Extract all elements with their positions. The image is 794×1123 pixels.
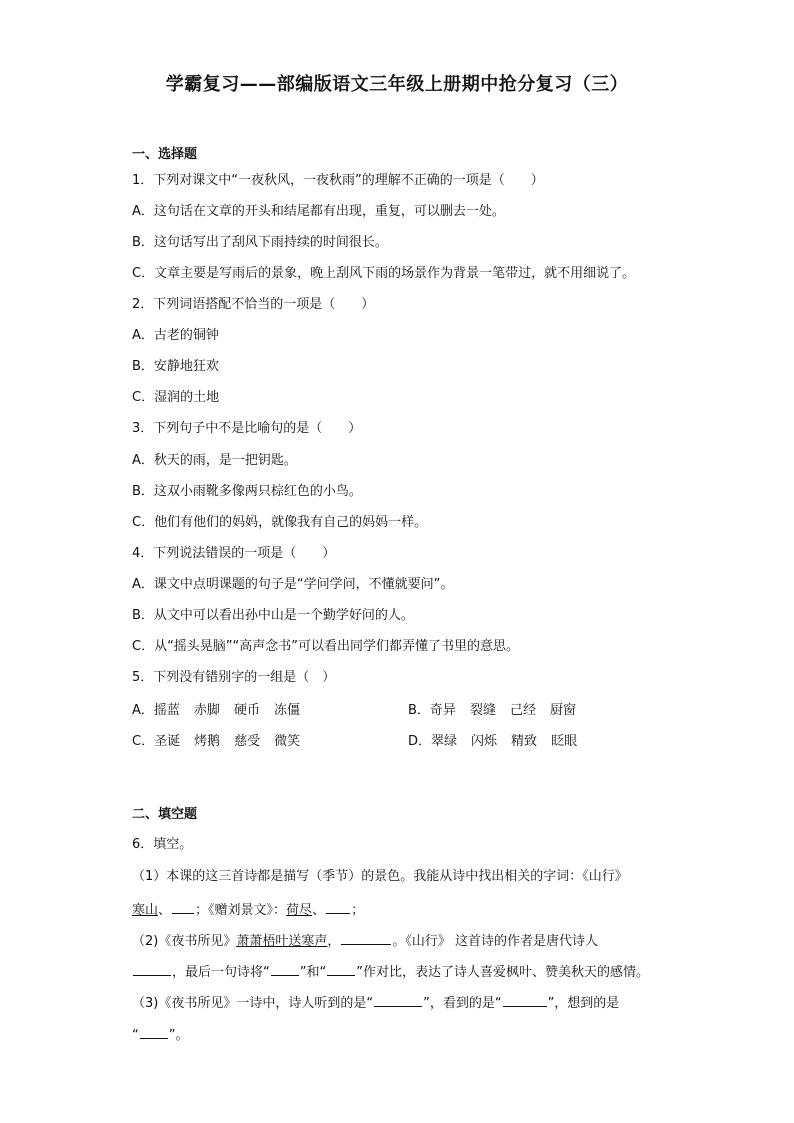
question-6-part-2-line-2 [132,961,649,982]
fill-blank[interactable] [327,961,355,976]
question-6-part-2-line-1 [132,930,598,951]
underlined-answer: 寒山 [132,903,159,918]
question-5-option-c [132,733,314,751]
text-segment: （2)《夜书所见》 [132,934,237,949]
fill-blank[interactable] [140,1024,168,1039]
underlined-answer: 荷尽 [286,903,313,918]
option-word: 眨眼 [551,734,578,749]
question-5-option-b [408,702,590,720]
text-segment: ，最后一句诗将“ [172,965,270,980]
question-3-option-c: C．他们有他们的妈妈，就像我有自己的妈妈一样。 [132,515,428,530]
question-4-option-a: A．课文中点明课题的句子是“学问学问，不懂就要问”。 [132,577,454,592]
punctuation: ， [327,934,341,949]
question-5-option-a [132,702,314,720]
text-segment: 。《山行》 这首诗的作者是唐代诗人 [392,934,599,949]
question-5-option-d [408,733,591,751]
option-word: 圣诞 [154,734,181,749]
fill-blank[interactable] [172,899,194,914]
text-segment: ；《赠刘景文》： [195,903,287,918]
question-6-part-3-line-2 [132,1024,189,1045]
option-label: D． [408,734,432,749]
question-1-stem: 1．下列对课文中“一夜秋风，一夜秋雨”的理解不正确的一项是（ ） [132,173,544,188]
option-label: A． [132,703,154,718]
fill-blank[interactable] [271,961,299,976]
question-6-part-1-line-2 [132,899,364,920]
option-word: 厨窗 [549,703,576,718]
question-4-option-b: B．从文中可以看出孙中山是一个勤学好问的人。 [132,608,414,623]
question-2-stem: 2．下列词语搭配不恰当的一项是（ ） [132,297,375,312]
question-4-option-c: C．从“摇头晃脑”“高声念书”可以看出同学们都弄懂了书里的意思。 [132,639,520,654]
option-word: 己经 [509,703,536,718]
text-segment: ”，想到的是 [547,996,620,1011]
punctuation: “ [132,1028,139,1043]
question-2-option-b: B．安静地狂欢 [132,359,219,374]
option-word: 烤鹅 [194,734,221,749]
option-word: 冻僵 [273,703,300,718]
punctuation: ； [351,903,365,918]
section-heading-fill: 二、填空题 [132,807,198,822]
question-5-stem: 5．下列没有错别字的一组是（ ） [132,670,336,685]
page-title: 学霸复习——部编版语文三年级上册期中抢分复习（三） [165,74,629,95]
text-segment: （3)《夜书所见》一诗中，诗人听到的是“ [132,996,374,1011]
option-word: 裂缝 [469,703,496,718]
question-2-option-c: C．湿润的土地 [132,390,220,405]
text-segment: ”和“ [299,965,327,980]
question-3-option-a: A．秋天的雨，是一把钥匙。 [132,453,297,468]
option-word: 闪烁 [471,734,498,749]
question-1-option-a: A．这句话在文章的开头和结尾都有出现，重复，可以删去一处。 [132,204,505,219]
fill-blank[interactable] [503,992,547,1007]
option-word: 摇蓝 [153,703,180,718]
fill-blank[interactable] [374,992,422,1007]
punctuation: ”。 [168,1028,189,1043]
question-3-stem: 3．下列句子中不是比喻句的是（ ） [132,421,362,436]
option-word: 微笑 [274,734,301,749]
option-label: B． [408,703,430,718]
underlined-answer: 萧萧梧叶送寒声 [236,934,328,949]
option-word: 奇异 [429,703,456,718]
option-word: 硬币 [233,703,260,718]
question-1-option-b: B．这句话写出了刮风下雨持续的时间很长。 [132,235,388,250]
fill-blank[interactable] [133,961,171,976]
text-segment: ”，看到的是“ [423,996,502,1011]
question-4-stem: 4．下列说法错误的一项是（ ） [132,546,336,561]
question-6-part-1-line-1: （1）本课的这三首诗都是描写（季节）的景色。我能从诗中找出相关的字词：《山行》 [132,869,628,884]
question-1-option-c: C．文章主要是写雨后的景象，晚上刮风下雨的场景作为背景一笔带过，就不用细说了。 [132,266,636,281]
fill-blank[interactable] [326,899,350,914]
option-word: 赤脚 [193,703,220,718]
option-word: 翠绿 [431,734,458,749]
punctuation: 、 [312,903,326,918]
question-3-option-b: B．这双小雨靴多像两只棕红色的小鸟。 [132,484,362,499]
text-segment: ”作对比，表达了诗人喜爱枫叶、赞美秋天的感情。 [356,965,649,980]
fill-blank[interactable] [341,930,391,945]
punctuation: 、 [158,903,172,918]
question-6-stem: 6．填空。 [132,837,193,852]
section-heading-choice: 一、选择题 [132,147,198,162]
option-word: 精致 [511,734,538,749]
question-6-part-3-line-1 [132,992,619,1013]
question-2-option-a: A．古老的铜钟 [132,328,219,343]
option-word: 慈受 [234,734,261,749]
option-label: C． [132,734,155,749]
